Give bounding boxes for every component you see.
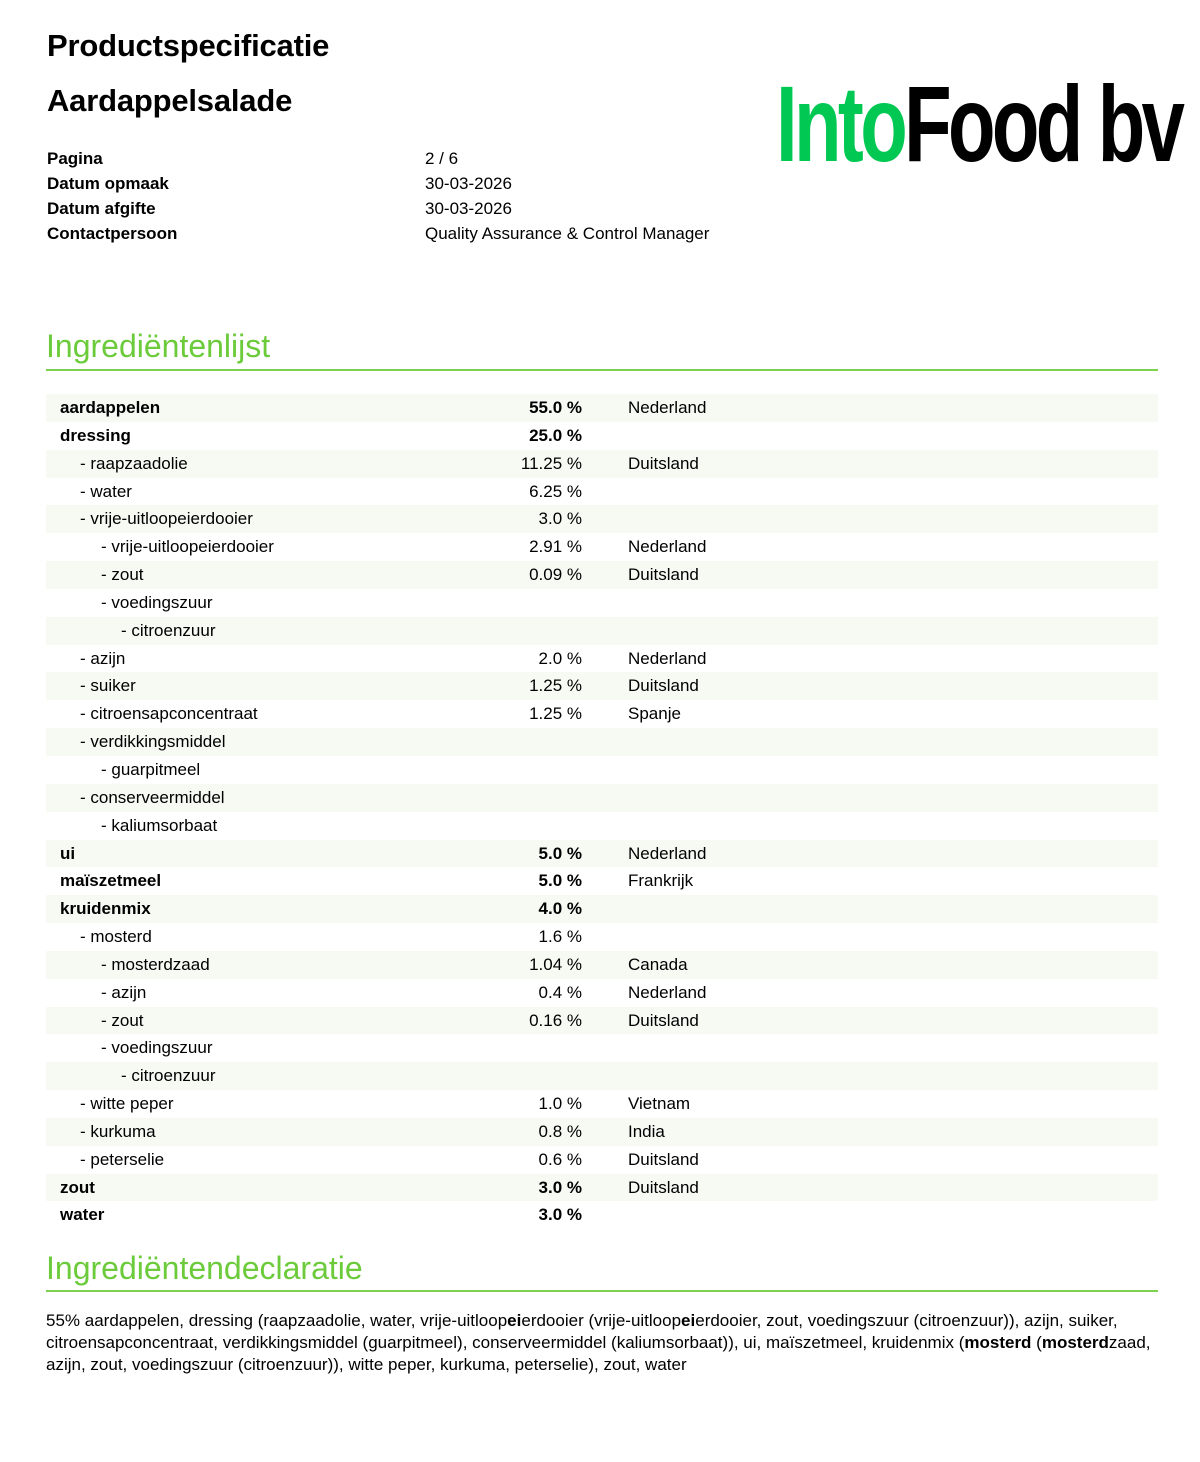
ingredient-row xyxy=(46,394,1158,422)
ingredient-name: - voedingszuur xyxy=(101,1038,213,1058)
ingredient-name: - citroenzuur xyxy=(121,1066,216,1086)
ingredient-origin: India xyxy=(628,1121,665,1141)
company-logo xyxy=(776,63,1182,184)
declaration-segment: erdooier, zout, voedingszuur (citroenzuur)), azijn, suiker, citroensapconcentraat, verdikkingsmiddel (guarpitmeel), conserveermiddel (kaliumsorbaat)), ui, maïszetmeel, kruidenmix ( xyxy=(46,1311,1118,1352)
ingredient-row xyxy=(46,895,1158,923)
ingredient-percentage: 3.0 % xyxy=(538,1177,582,1197)
ingredient-name: - azijn xyxy=(101,982,147,1002)
ingredient-name: - guarpitmeel xyxy=(101,759,201,779)
ingredient-name: - citroenzuur xyxy=(121,620,216,640)
ingredient-row xyxy=(46,1007,1158,1035)
ingredient-percentage: 1.6 % xyxy=(538,927,582,947)
ingredient-percentage: 2.91 % xyxy=(529,537,582,557)
ingredient-name: kruidenmix xyxy=(60,899,151,919)
ingredient-percentage: 6.25 % xyxy=(529,481,582,501)
logo-food-bv: Food bv xyxy=(904,63,1182,184)
ingredient-origin: Nederland xyxy=(628,982,707,1002)
ingredient-percentage: 0.6 % xyxy=(538,1149,582,1169)
ingredient-origin: Frankrijk xyxy=(628,871,694,891)
ingredient-name: - vrije-uitloopeierdooier xyxy=(80,509,253,529)
ingredient-name: - voedingszuur xyxy=(101,592,213,612)
ingredient-row xyxy=(46,923,1158,951)
ingredient-row xyxy=(46,1174,1158,1202)
ingredient-origin: Vietnam xyxy=(628,1094,691,1114)
ingredient-origin: Nederland xyxy=(628,843,707,863)
ingredient-name: - water xyxy=(80,481,132,501)
ingredient-row xyxy=(46,728,1158,756)
ingredient-percentage: 0.16 % xyxy=(529,1010,582,1030)
ingredient-origin: Nederland xyxy=(628,398,707,417)
ingredient-percentage: 11.25 % xyxy=(520,453,582,473)
ingredient-origin: Duitsland xyxy=(628,1010,699,1030)
ingredient-name: maïszetmeel xyxy=(60,871,162,891)
ingredient-origin: Nederland xyxy=(628,537,707,557)
ingredient-percentage: 0.8 % xyxy=(538,1121,582,1141)
ingredient-origin: Nederland xyxy=(628,648,707,668)
allergen-highlight: ei xyxy=(681,1311,696,1330)
meta-label: Contactpersoon xyxy=(47,224,178,243)
section-title-ingredientendeclaratie: Ingrediëntendeclaratie xyxy=(46,1250,363,1286)
ingredient-name: - zout xyxy=(101,565,144,585)
ingredient-name: - citroensapconcentraat xyxy=(80,704,258,724)
ingredient-percentage: 5.0 % xyxy=(538,871,582,891)
ingredient-name: water xyxy=(60,1205,105,1225)
allergen-highlight: mosterd xyxy=(964,1333,1032,1352)
ingredient-row xyxy=(46,1201,1158,1229)
declaration-text xyxy=(46,1310,1161,1376)
ingredient-row xyxy=(46,505,1158,533)
ingredient-origin: Duitsland xyxy=(628,565,699,585)
declaration-segment: erdooier (vrije-uitloop xyxy=(521,1311,682,1330)
section-divider xyxy=(46,369,1158,371)
ingredient-name: - mosterd xyxy=(80,927,152,947)
meta-value: 30-03-2026 xyxy=(425,174,512,193)
ingredient-percentage: 55.0 % xyxy=(529,398,582,417)
ingredient-row xyxy=(46,784,1158,812)
meta-value: 30-03-2026 xyxy=(425,199,512,218)
ingredient-percentage: 1.04 % xyxy=(529,954,582,974)
ingredient-name: - peterselie xyxy=(80,1149,165,1169)
logo-into: Into xyxy=(776,63,905,184)
ingredient-row xyxy=(46,450,1158,478)
section-title-ingredientenlijst: Ingrediëntenlijst xyxy=(46,328,271,364)
ingredient-name: - kurkuma xyxy=(80,1121,156,1141)
ingredient-percentage: 1.25 % xyxy=(529,704,582,724)
ingredient-origin: Canada xyxy=(628,954,688,974)
ingredient-percentage: 25.0 % xyxy=(529,425,582,445)
allergen-highlight: mosterd xyxy=(1041,1333,1109,1352)
ingredient-name: - suiker xyxy=(80,676,136,696)
ingredient-percentage: 2.0 % xyxy=(538,648,582,668)
ingredient-origin: Duitsland xyxy=(628,1149,699,1169)
meta-label: Datum opmaak xyxy=(47,174,169,193)
meta-label: Pagina xyxy=(47,149,103,168)
meta-value: 2 / 6 xyxy=(425,149,459,168)
ingredient-origin: Duitsland xyxy=(628,453,699,473)
ingredient-name: - witte peper xyxy=(80,1094,174,1114)
ingredient-percentage: 1.25 % xyxy=(529,676,582,696)
ingredient-name: - zout xyxy=(101,1010,144,1030)
ingredient-name: - vrije-uitloopeierdooier xyxy=(101,537,274,557)
ingredient-percentage: 0.4 % xyxy=(538,982,582,1002)
allergen-highlight: ei xyxy=(507,1311,522,1330)
ingredient-row xyxy=(46,422,1158,450)
ingredient-row xyxy=(46,1146,1158,1174)
ingredient-row xyxy=(46,812,1158,840)
ingredient-row xyxy=(46,617,1158,645)
ingredient-origin: Duitsland xyxy=(628,676,699,696)
ingredient-name: - verdikkingsmiddel xyxy=(80,732,226,752)
ingredient-name: dressing xyxy=(60,425,131,445)
ingredient-row xyxy=(46,867,1158,895)
ingredient-percentage: 0.09 % xyxy=(529,565,582,585)
ingredient-name: - kaliumsorbaat xyxy=(101,815,218,835)
document-title: Productspecificatie xyxy=(47,28,330,63)
ingredient-row xyxy=(46,1090,1158,1118)
ingredient-row xyxy=(46,561,1158,589)
ingredient-row xyxy=(46,533,1158,561)
ingredient-percentage: 3.0 % xyxy=(538,1205,582,1225)
ingredient-name: - azijn xyxy=(80,648,126,668)
ingredient-row xyxy=(46,1034,1158,1062)
ingredient-name: aardappelen xyxy=(60,398,161,417)
ingredient-origin: Spanje xyxy=(628,704,681,724)
ingredient-row xyxy=(46,1062,1158,1090)
ingredient-percentage: 5.0 % xyxy=(538,843,582,863)
declaration-segment: ( xyxy=(1031,1333,1042,1352)
ingredient-name: ui xyxy=(60,843,76,863)
ingredient-percentage: 4.0 % xyxy=(538,899,582,919)
ingredient-name: - raapzaadolie xyxy=(80,453,188,473)
ingredient-row xyxy=(46,840,1158,868)
ingredient-percentage: 3.0 % xyxy=(538,509,582,529)
meta-label: Datum afgifte xyxy=(47,199,156,218)
ingredient-row xyxy=(46,951,1158,979)
ingredient-row xyxy=(46,478,1158,506)
ingredient-row xyxy=(46,589,1158,617)
ingredient-row xyxy=(46,1118,1158,1146)
declaration-segment: zaad, azijn, zout, voedingszuur (citroenzuur)), witte peper, kurkuma, peterselie), zout, water xyxy=(46,1333,1151,1374)
ingredient-name: - mosterdzaad xyxy=(101,954,210,974)
ingredient-name: - conserveermiddel xyxy=(80,787,225,807)
ingredient-row xyxy=(46,672,1158,700)
ingredient-name: zout xyxy=(60,1177,95,1197)
ingredient-row xyxy=(46,700,1158,728)
declaration-segment: 55% aardappelen, dressing (raapzaadolie, water, vrije-uitloop xyxy=(46,1311,508,1330)
ingredient-row xyxy=(46,979,1158,1007)
ingredient-origin: Duitsland xyxy=(628,1177,699,1197)
ingredient-row xyxy=(46,756,1158,784)
meta-value: Quality Assurance & Control Manager xyxy=(425,224,710,243)
ingredient-percentage: 1.0 % xyxy=(538,1094,582,1114)
ingredient-row xyxy=(46,645,1158,673)
section-divider xyxy=(46,1290,1158,1292)
ingredient-table xyxy=(46,394,1158,1229)
product-name: Aardappelsalade xyxy=(47,83,293,118)
